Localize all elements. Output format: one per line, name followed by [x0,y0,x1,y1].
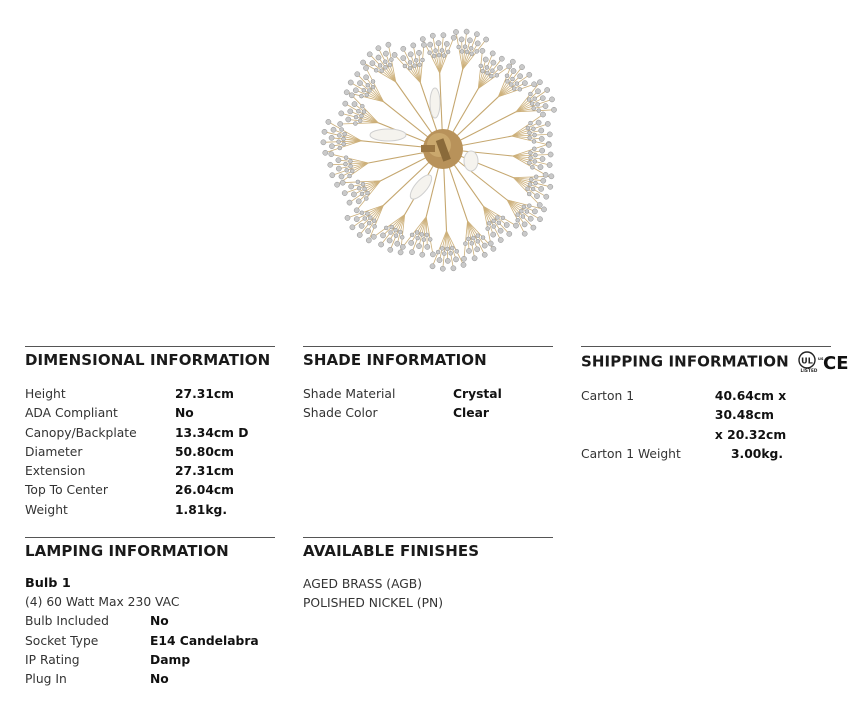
spec-row-shade-color [303,404,553,423]
spec-value: 3.00kg. [731,446,783,461]
spec-row-weight [25,501,275,520]
spec-label: Weight [25,502,68,517]
ul-listed-icon [797,351,824,373]
product-image [318,18,568,280]
spec-value: 13.34cm D [175,425,249,440]
spec-label: Canopy/Backplate [25,425,137,440]
svg-text:UL: UL [800,356,813,366]
carton-dims-line2: x 20.32cm [714,427,787,442]
spec-row-ada [25,404,275,423]
spec-row-canopy [25,424,275,443]
spec-label: Top To Center [25,483,108,498]
spec-label: Bulb Included [25,614,109,629]
spec-label: ADA Compliant [25,406,118,421]
spec-label: Socket Type [25,633,99,648]
spec-value: No [150,614,169,629]
spec-value: 26.04cm [175,483,234,498]
spec-row-height [25,385,275,404]
spec-row-carton [581,387,831,445]
bulb-description: (4) 60 Watt Max 230 VAC [25,595,180,609]
spec-value: Damp [150,652,191,667]
svg-text:CE: CE [822,353,849,374]
divider [581,346,831,347]
spec-row-carton-weight [581,445,831,464]
divider [303,537,553,538]
spec-value: 50.80cm [175,444,234,459]
section-title: AVAILABLE FINISHES [303,542,480,560]
spec-row-ip-rating [25,651,275,670]
spec-label: Shade Color [303,406,378,421]
divider [25,537,275,538]
section-title [581,351,849,374]
svg-text:us: us [817,356,824,361]
spec-row-shade-material [303,385,553,404]
bulb-title: Bulb 1 [25,576,71,591]
spec-value: Crystal [453,387,502,401]
spec-row-top-to-center [25,481,275,500]
section-title: LAMPING INFORMATION [25,542,229,560]
lamping-section [25,537,275,689]
ce-mark-icon [823,352,849,372]
divider [25,346,275,347]
spec-value: 1.81kg. [175,502,227,517]
section-title: DIMENSIONAL INFORMATION [25,351,271,369]
spec-label: Height [25,387,66,401]
spec-label: Carton 1 Weight [581,446,681,461]
carton-dims-line1: 40.64cm x 30.48cm [714,389,787,423]
spec-row-socket-type [25,632,275,651]
spec-label: Shade Material [303,387,396,401]
spec-value [715,387,831,445]
shipping-title: SHIPPING INFORMATION [581,352,789,371]
spec-value: No [150,672,169,687]
spec-row-extension [25,462,275,481]
svg-text:LISTED: LISTED [800,368,818,373]
certifications [797,351,849,373]
shade-section [303,346,553,424]
spec-value: No [175,406,194,421]
spec-value: 27.31cm [175,464,234,479]
finish-item: AGED BRASS (AGB) [303,577,423,591]
spec-label: Diameter [25,444,83,459]
spec-label: Extension [25,464,86,479]
spec-row-diameter [25,443,275,462]
spec-value: Clear [453,406,489,421]
spec-value: 27.31cm [175,387,234,401]
finishes-section [303,537,553,614]
spec-row-plug-in [25,670,275,689]
spec-value: E14 Candelabra [150,633,259,648]
dimensional-section [25,346,275,520]
spec-label: Carton 1 [581,389,635,403]
spec-row-bulb-included [25,612,275,631]
spec-label: IP Rating [25,652,80,667]
shipping-section [581,346,849,464]
spec-label: Plug In [25,672,67,687]
divider [303,346,553,347]
finish-item: POLISHED NICKEL (PN) [303,596,443,611]
section-title: SHADE INFORMATION [303,351,487,369]
